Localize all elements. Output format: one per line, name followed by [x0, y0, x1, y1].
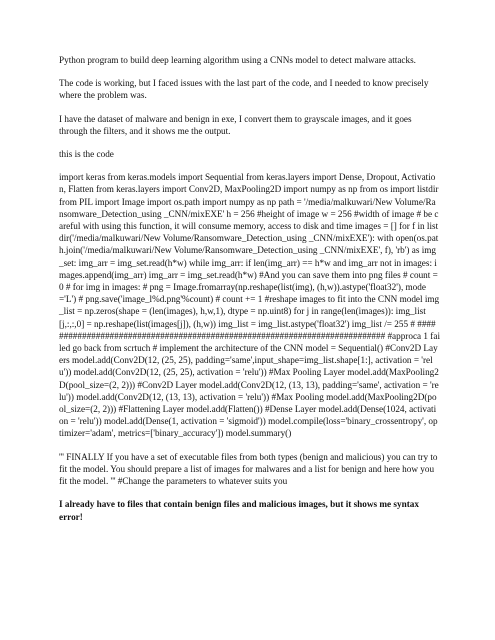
dataset-paragraph: I have the dataset of malware and benign in exe, I convert them to grayscale images, and it goes through the filters, and it shows me the output. [59, 113, 412, 136]
code-label: this is the code [59, 149, 114, 160]
code-block: import keras from keras.models import Sequential from keras.layers import Dense, Dropout, Activation, Flatten from keras.layers import Conv2D, MaxPooling2D import numpy as np from os import listdir from PIL import Image import os.path import numpy as np path = '/media/malkuwari/New Volume/Ransomware_Detection_using _CNN/mixEXE' h = 256 #height of image w = 256 #width of image # be careful with using this function, it will consume memory, access to disk and time images = [] for f in listdir('/media/malkuwari/New Volume/Ransomware_Detection_using _CNN/mixEXE'): with open(os.path.join('/media/malkuwari/New Volume/Ransomware_Detection_using _CNN/mixEXE', f), 'rb') as img_set: img_arr = img_set.read(h*w) while img_arr: if len(img_arr) == h*w and img_arr not in images: images.append(img_arr) img_arr = img_set.read(h*w) #And you can save them into png files # count = 0 # for img in images: # png = Image.fromarray(np.reshape(list(img), (h,w)).astype('float32'), mode='L') # png.save('image_l%d.png'%count) # count += 1 #reshape images to fit into the CNN model img_list = np.zeros(shape = (len(images), h,w,1), dtype = np.uint8) for j in range(len(images)): img_list[j,:,:,0] = np.reshape(list(images[j]), (h,w)) img_list = img_list.astype('float32') img_list /= 255 # ########################################################################### #approca 1 failed go back from scrtuch # implement the architecture of the CNN model = Sequential() #Conv2D Layers model.add(Conv2D(12, (25, 25), padding='same',input_shape=img_list.shape[1:], activation = 'relu')) model.add(Conv2D(12, (25, 25), activation = 'relu')) #Max Pooling Layer model.add(MaxPooling2D(pool_size=(2, 2))) #Conv2D Layer model.add(Conv2D(12, (13, 13), padding='same', activation = 'relu')) model.add(Conv2D(12, (13, 13), activation = 'relu')) #Max Pooling model.add(MaxPooling2D(pool_size=(2, 2))) #Flattening Layer model.add(Flatten()) #Dense Layer model.add(Dense(1024, activation = 'relu')) model.add(Dense(1, activation = 'sigmoid')) model.compile(loss='binary_crossentropy', optimizer='adam', metrics=['binary_accuracy']) model.summary() [59, 172, 440, 439]
document-body [59, 54, 440, 523]
closing-statement: I already have to files that contain benign files and malicious images, but it shows me syntax error! [59, 499, 419, 522]
finally-paragraph: ''' FINALLY If you have a set of executable files from both types (benign and malicious) you can try to fit the model. You should prepare a list of images for malwares and a list for benign and here how you fit the model. ''' #Change the parameters to whatever suits you [59, 451, 438, 487]
issue-paragraph: The code is working, but I faced issues with the last part of the code, and I needed to know precisely where the problem was. [59, 78, 429, 101]
intro-paragraph: Python program to build deep learning algorithm using a CNNs model to detect malware attacks. [59, 55, 416, 65]
